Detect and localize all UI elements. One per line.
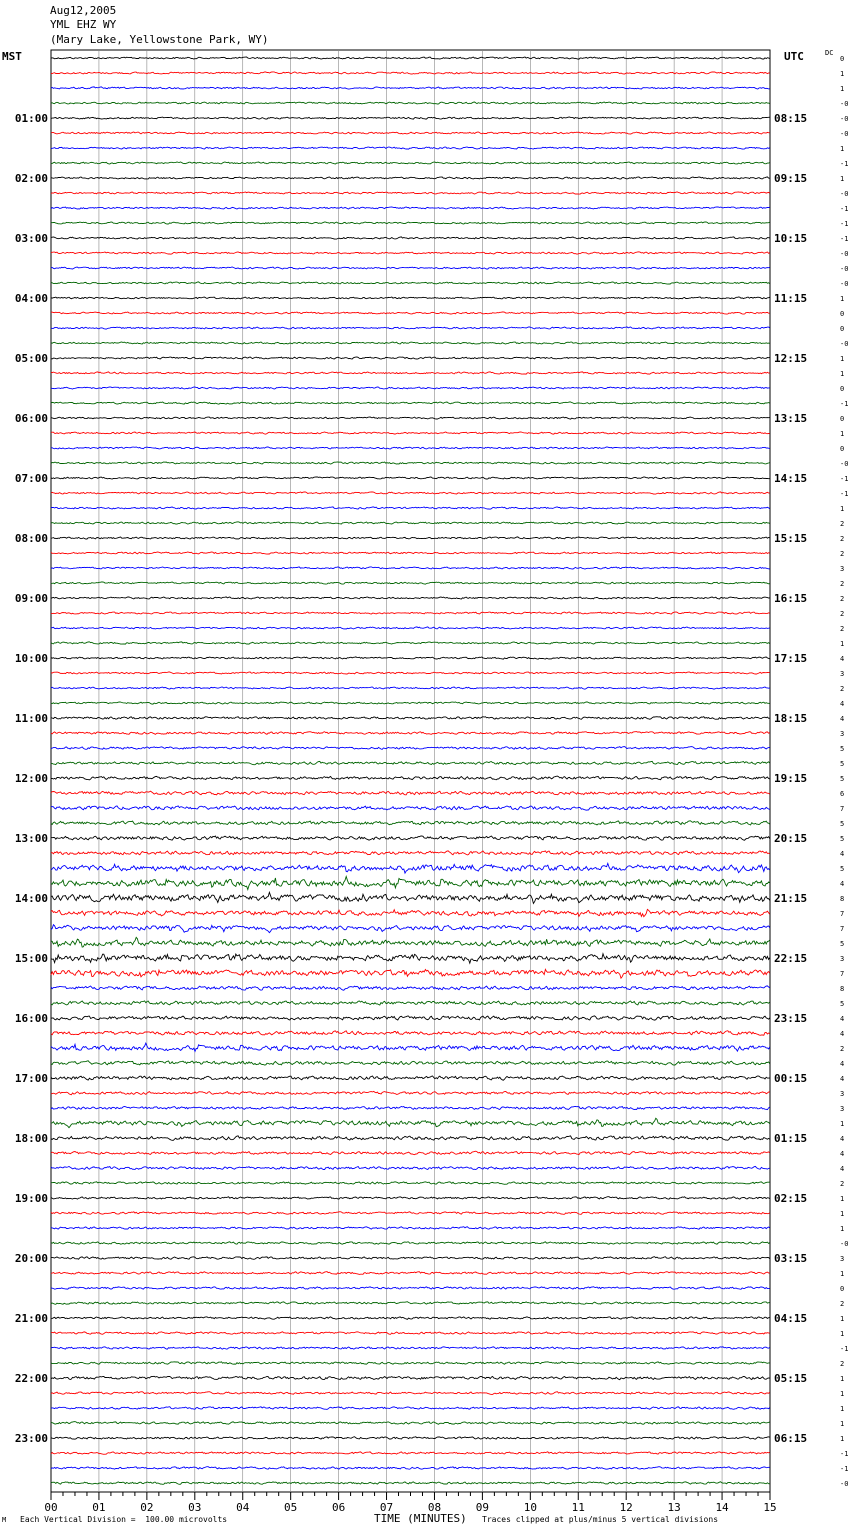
- dc-value: 1: [840, 430, 845, 438]
- x-tick-label: 04: [236, 1501, 250, 1514]
- trace-line: [51, 1118, 770, 1127]
- left-hour-label: 03:00: [14, 232, 48, 245]
- trace-line: [51, 117, 770, 119]
- dc-value: 0: [840, 325, 845, 333]
- dc-value: -0: [840, 100, 849, 108]
- dc-value: 4: [840, 1060, 845, 1068]
- x-tick-label: 08: [427, 1501, 442, 1514]
- trace-line: [51, 162, 770, 164]
- dc-value: 5: [840, 865, 845, 873]
- trace-line: [51, 1151, 770, 1155]
- dc-value: 4: [840, 715, 845, 723]
- right-hour-label: 22:15: [774, 952, 808, 965]
- dc-value: 0: [840, 1285, 845, 1293]
- trace-line: [51, 937, 770, 947]
- trace-line: [51, 552, 770, 554]
- dc-value: 1: [840, 1270, 845, 1278]
- trace-line: [51, 836, 770, 840]
- trace-line: [51, 1106, 770, 1109]
- right-timezone-label: UTC: [784, 50, 804, 63]
- x-tick-label: 12: [619, 1501, 633, 1514]
- dc-value: 4: [840, 1135, 845, 1143]
- left-hour-label: 17:00: [14, 1072, 48, 1085]
- trace-line: [51, 1287, 770, 1290]
- dc-value: 1: [840, 1375, 845, 1383]
- dc-value: 1: [840, 145, 845, 153]
- trace-line: [51, 432, 770, 434]
- dc-value: -1: [840, 400, 849, 408]
- dc-value: 0: [840, 445, 845, 453]
- x-tick-label: 02: [140, 1501, 154, 1514]
- trace-line: [51, 776, 770, 780]
- dc-value: 2: [840, 1180, 845, 1188]
- dc-value: -0: [840, 1480, 849, 1488]
- trace-line: [51, 687, 770, 689]
- trace-line: [51, 1376, 770, 1379]
- trace-line: [51, 761, 770, 764]
- header-location: (Mary Lake, Yellowstone Park, WY): [50, 33, 269, 46]
- trace-line: [51, 372, 770, 374]
- trace-line: [51, 702, 770, 704]
- dc-value: 4: [840, 880, 845, 888]
- dc-value: -0: [840, 1240, 849, 1248]
- dc-value: 4: [840, 1015, 845, 1023]
- trace-line: [51, 522, 770, 524]
- trace-line: [51, 1437, 770, 1440]
- x-tick-label: 00: [44, 1501, 58, 1514]
- right-hour-label: 08:15: [774, 112, 808, 125]
- dc-value: 2: [840, 535, 845, 543]
- trace-line: [51, 1257, 770, 1260]
- header-station: YML EHZ WY: [50, 18, 117, 31]
- right-hour-label: 10:15: [774, 232, 808, 245]
- trace-line: [51, 1166, 770, 1169]
- dc-value: -1: [840, 490, 849, 498]
- left-hour-label: 01:00: [14, 112, 48, 125]
- trace-line: [51, 969, 770, 978]
- right-hour-label: 23:15: [774, 1012, 808, 1025]
- left-hour-label: 09:00: [14, 592, 48, 605]
- trace-line: [51, 147, 770, 149]
- dc-value: 4: [840, 700, 845, 708]
- trace-line: [51, 627, 770, 629]
- dc-value: 7: [840, 805, 845, 813]
- trace-line: [51, 72, 770, 74]
- trace-line: [51, 1482, 770, 1485]
- dc-header-label: DC: [825, 49, 834, 57]
- trace-line: [51, 462, 770, 464]
- x-tick-label: 13: [667, 1501, 681, 1514]
- header-date: Aug12,2005: [50, 4, 117, 17]
- trace-line: [51, 1407, 770, 1410]
- dc-value: 4: [840, 1165, 845, 1173]
- trace-line: [51, 1182, 770, 1185]
- x-tick-label: 15: [763, 1501, 777, 1514]
- trace-line: [51, 507, 770, 509]
- dc-value: 2: [840, 580, 845, 588]
- trace-line: [51, 102, 770, 104]
- dc-value: 6: [840, 790, 845, 798]
- dc-value: 8: [840, 895, 845, 903]
- trace-line: [51, 1061, 770, 1065]
- dc-value: 2: [840, 625, 845, 633]
- trace-line: [51, 1362, 770, 1364]
- left-hour-label: 23:00: [14, 1432, 48, 1445]
- dc-value: 1: [840, 1210, 845, 1218]
- trace-line: [51, 57, 770, 59]
- trace-line: [51, 954, 770, 964]
- dc-value: 3: [840, 565, 845, 573]
- x-tick-label: 10: [523, 1501, 537, 1514]
- right-hour-label: 19:15: [774, 772, 808, 785]
- right-hour-label: 21:15: [774, 892, 808, 905]
- dc-value: 5: [840, 745, 845, 753]
- right-hour-label: 09:15: [774, 172, 808, 185]
- right-hour-label: 11:15: [774, 292, 808, 305]
- trace-line: [51, 1272, 770, 1275]
- trace-line: [51, 612, 770, 614]
- dc-value: 1: [840, 1435, 845, 1443]
- right-hour-label: 04:15: [774, 1312, 808, 1325]
- trace-line: [51, 642, 770, 644]
- dc-value: 0: [840, 310, 845, 318]
- trace-line: [51, 1302, 770, 1305]
- right-hour-label: 20:15: [774, 832, 808, 845]
- dc-value: 1: [840, 175, 845, 183]
- x-tick-label: 09: [475, 1501, 490, 1514]
- dc-value: 2: [840, 1360, 845, 1368]
- dc-value: -0: [840, 460, 849, 468]
- corner-mark: M: [2, 1516, 7, 1524]
- trace-line: [51, 986, 770, 990]
- right-hour-label: 01:15: [774, 1132, 808, 1145]
- dc-value: -1: [840, 1450, 849, 1458]
- right-hour-label: 16:15: [774, 592, 808, 605]
- dc-value: 1: [840, 1330, 845, 1338]
- trace-line: [51, 1197, 770, 1199]
- clip-note: Traces clipped at plus/minus 5 vertical divisions: [482, 1515, 719, 1524]
- trace-line: [51, 582, 770, 584]
- x-tick-label: 11: [571, 1501, 585, 1514]
- dc-value: 1: [840, 1420, 845, 1428]
- trace-line: [51, 1227, 770, 1230]
- trace-line: [51, 87, 770, 89]
- dc-value: -0: [840, 115, 849, 123]
- x-tick-label: 06: [331, 1501, 346, 1514]
- dc-value: 1: [840, 1120, 845, 1128]
- dc-value: -0: [840, 190, 849, 198]
- dc-value: -1: [840, 205, 849, 213]
- dc-value: 2: [840, 520, 845, 528]
- trace-line: [51, 312, 770, 314]
- x-tick-label: 03: [188, 1501, 202, 1514]
- dc-value: -0: [840, 250, 849, 258]
- trace-line: [51, 327, 770, 329]
- dc-value: 0: [840, 415, 845, 423]
- trace-line: [51, 1452, 770, 1455]
- dc-value: 1: [840, 355, 845, 363]
- trace-line: [51, 267, 770, 269]
- dc-value: 3: [840, 730, 845, 738]
- dc-value: 3: [840, 1255, 845, 1263]
- x-tick-label: 07: [379, 1501, 394, 1514]
- trace-line: [51, 282, 770, 284]
- trace-line: [51, 1332, 770, 1335]
- right-hour-label: 03:15: [774, 1252, 808, 1265]
- dc-value: 2: [840, 1300, 845, 1308]
- dc-value: 1: [840, 70, 845, 78]
- trace-line: [51, 747, 770, 750]
- dc-value: -1: [840, 1345, 849, 1353]
- right-hour-label: 13:15: [774, 412, 808, 425]
- dc-value: 8: [840, 985, 845, 993]
- left-hour-label: 06:00: [14, 412, 48, 425]
- trace-line: [51, 892, 770, 903]
- dc-value: 5: [840, 940, 845, 948]
- x-tick-label: 14: [715, 1501, 729, 1514]
- trace-line: [51, 1091, 770, 1094]
- dc-value: 2: [840, 595, 845, 603]
- dc-value: -0: [840, 280, 849, 288]
- trace-line: [51, 417, 770, 419]
- dc-value: 7: [840, 910, 845, 918]
- trace-line: [51, 597, 770, 599]
- right-hour-label: 14:15: [774, 472, 808, 485]
- trace-line: [51, 207, 770, 209]
- dc-value: 3: [840, 1105, 845, 1113]
- trace-line: [51, 1043, 770, 1051]
- trace-line: [51, 1392, 770, 1395]
- dc-value: 1: [840, 505, 845, 513]
- trace-line: [51, 672, 770, 674]
- dc-value: 3: [840, 670, 845, 678]
- trace-line: [51, 1076, 770, 1080]
- trace-line: [51, 806, 770, 810]
- trace-line: [51, 925, 770, 933]
- dc-value: 4: [840, 1030, 845, 1038]
- left-hour-label: 07:00: [14, 472, 48, 485]
- left-hour-label: 12:00: [14, 772, 48, 785]
- x-axis-title: TIME (MINUTES): [374, 1512, 467, 1525]
- dc-value: -0: [840, 130, 849, 138]
- dc-value: 5: [840, 760, 845, 768]
- left-hour-label: 16:00: [14, 1012, 48, 1025]
- trace-line: [51, 791, 770, 795]
- x-tick-label: 01: [92, 1501, 106, 1514]
- right-hour-label: 05:15: [774, 1372, 808, 1385]
- trace-line: [51, 222, 770, 224]
- left-hour-label: 15:00: [14, 952, 48, 965]
- right-hour-label: 15:15: [774, 532, 808, 545]
- dc-value: 1: [840, 640, 845, 648]
- trace-line: [51, 732, 770, 735]
- trace-line: [51, 537, 770, 539]
- trace-line: [51, 657, 770, 659]
- trace-line: [51, 1212, 770, 1215]
- left-hour-label: 11:00: [14, 712, 48, 725]
- dc-value: -1: [840, 235, 849, 243]
- dc-value: -1: [840, 475, 849, 483]
- dc-value: 0: [840, 55, 845, 63]
- dc-value: 3: [840, 955, 845, 963]
- left-hour-label: 18:00: [14, 1132, 48, 1145]
- trace-line: [51, 132, 770, 134]
- dc-value: -1: [840, 220, 849, 228]
- trace-line: [51, 1347, 770, 1349]
- trace-line: [51, 402, 770, 404]
- dc-value: 7: [840, 970, 845, 978]
- trace-line: [51, 357, 770, 359]
- trace-line: [51, 851, 770, 855]
- dc-value: 7: [840, 925, 845, 933]
- trace-line: [51, 1317, 770, 1320]
- trace-line: [51, 863, 770, 873]
- dc-value: 5: [840, 775, 845, 783]
- trace-line: [51, 877, 770, 890]
- right-hour-label: 12:15: [774, 352, 808, 365]
- dc-value: 1: [840, 370, 845, 378]
- dc-value: 4: [840, 1075, 845, 1083]
- plot-frame: [51, 50, 770, 1492]
- trace-line: [51, 252, 770, 254]
- dc-value: 5: [840, 1000, 845, 1008]
- right-hour-label: 18:15: [774, 712, 808, 725]
- trace-line: [51, 1016, 770, 1020]
- dc-value: 2: [840, 610, 845, 618]
- dc-value: 5: [840, 835, 845, 843]
- trace-line: [51, 1467, 770, 1470]
- left-hour-label: 13:00: [14, 832, 48, 845]
- trace-line: [51, 717, 770, 720]
- left-hour-label: 02:00: [14, 172, 48, 185]
- trace-line: [51, 821, 770, 825]
- dc-value: 3: [840, 1090, 845, 1098]
- trace-line: [51, 297, 770, 299]
- trace-line: [51, 177, 770, 179]
- left-hour-label: 08:00: [14, 532, 48, 545]
- dc-value: 2: [840, 550, 845, 558]
- right-hour-label: 17:15: [774, 652, 808, 665]
- dc-value: 1: [840, 1315, 845, 1323]
- trace-line: [51, 1422, 770, 1425]
- left-hour-label: 21:00: [14, 1312, 48, 1325]
- trace-line: [51, 477, 770, 479]
- trace-line: [51, 492, 770, 494]
- dc-value: 1: [840, 1390, 845, 1398]
- left-timezone-label: MST: [2, 50, 22, 63]
- dc-value: 1: [840, 85, 845, 93]
- trace-line: [51, 1001, 770, 1005]
- left-hour-label: 14:00: [14, 892, 48, 905]
- left-hour-label: 19:00: [14, 1192, 48, 1205]
- dc-value: 1: [840, 1195, 845, 1203]
- trace-line: [51, 342, 770, 344]
- dc-value: 2: [840, 685, 845, 693]
- trace-line: [51, 1242, 770, 1244]
- dc-value: 5: [840, 820, 845, 828]
- right-hour-label: 02:15: [774, 1192, 808, 1205]
- dc-value: -0: [840, 265, 849, 273]
- dc-value: 1: [840, 295, 845, 303]
- left-hour-label: 22:00: [14, 1372, 48, 1385]
- dc-value: 1: [840, 1405, 845, 1413]
- dc-value: 0: [840, 385, 845, 393]
- dc-value: 4: [840, 1150, 845, 1158]
- right-hour-label: 00:15: [774, 1072, 808, 1085]
- dc-value: 4: [840, 655, 845, 663]
- left-hour-label: 04:00: [14, 292, 48, 305]
- dc-value: 2: [840, 1045, 845, 1053]
- x-tick-label: 05: [284, 1501, 298, 1514]
- trace-line: [51, 1136, 770, 1140]
- trace-line: [51, 447, 770, 449]
- trace-line: [51, 909, 770, 916]
- left-hour-label: 10:00: [14, 652, 48, 665]
- left-hour-label: 05:00: [14, 352, 48, 365]
- left-hour-label: 20:00: [14, 1252, 48, 1265]
- scale-note: Each Vertical Division = 100.00 microvolts: [20, 1515, 228, 1524]
- trace-line: [51, 567, 770, 569]
- dc-value: -1: [840, 160, 849, 168]
- trace-line: [51, 192, 770, 194]
- trace-line: [51, 387, 770, 389]
- dc-value: -1: [840, 1465, 849, 1473]
- trace-line: [51, 1031, 770, 1036]
- dc-value: 1: [840, 1225, 845, 1233]
- trace-line: [51, 237, 770, 239]
- right-hour-label: 06:15: [774, 1432, 808, 1445]
- dc-value: -0: [840, 340, 849, 348]
- dc-value: 4: [840, 850, 845, 858]
